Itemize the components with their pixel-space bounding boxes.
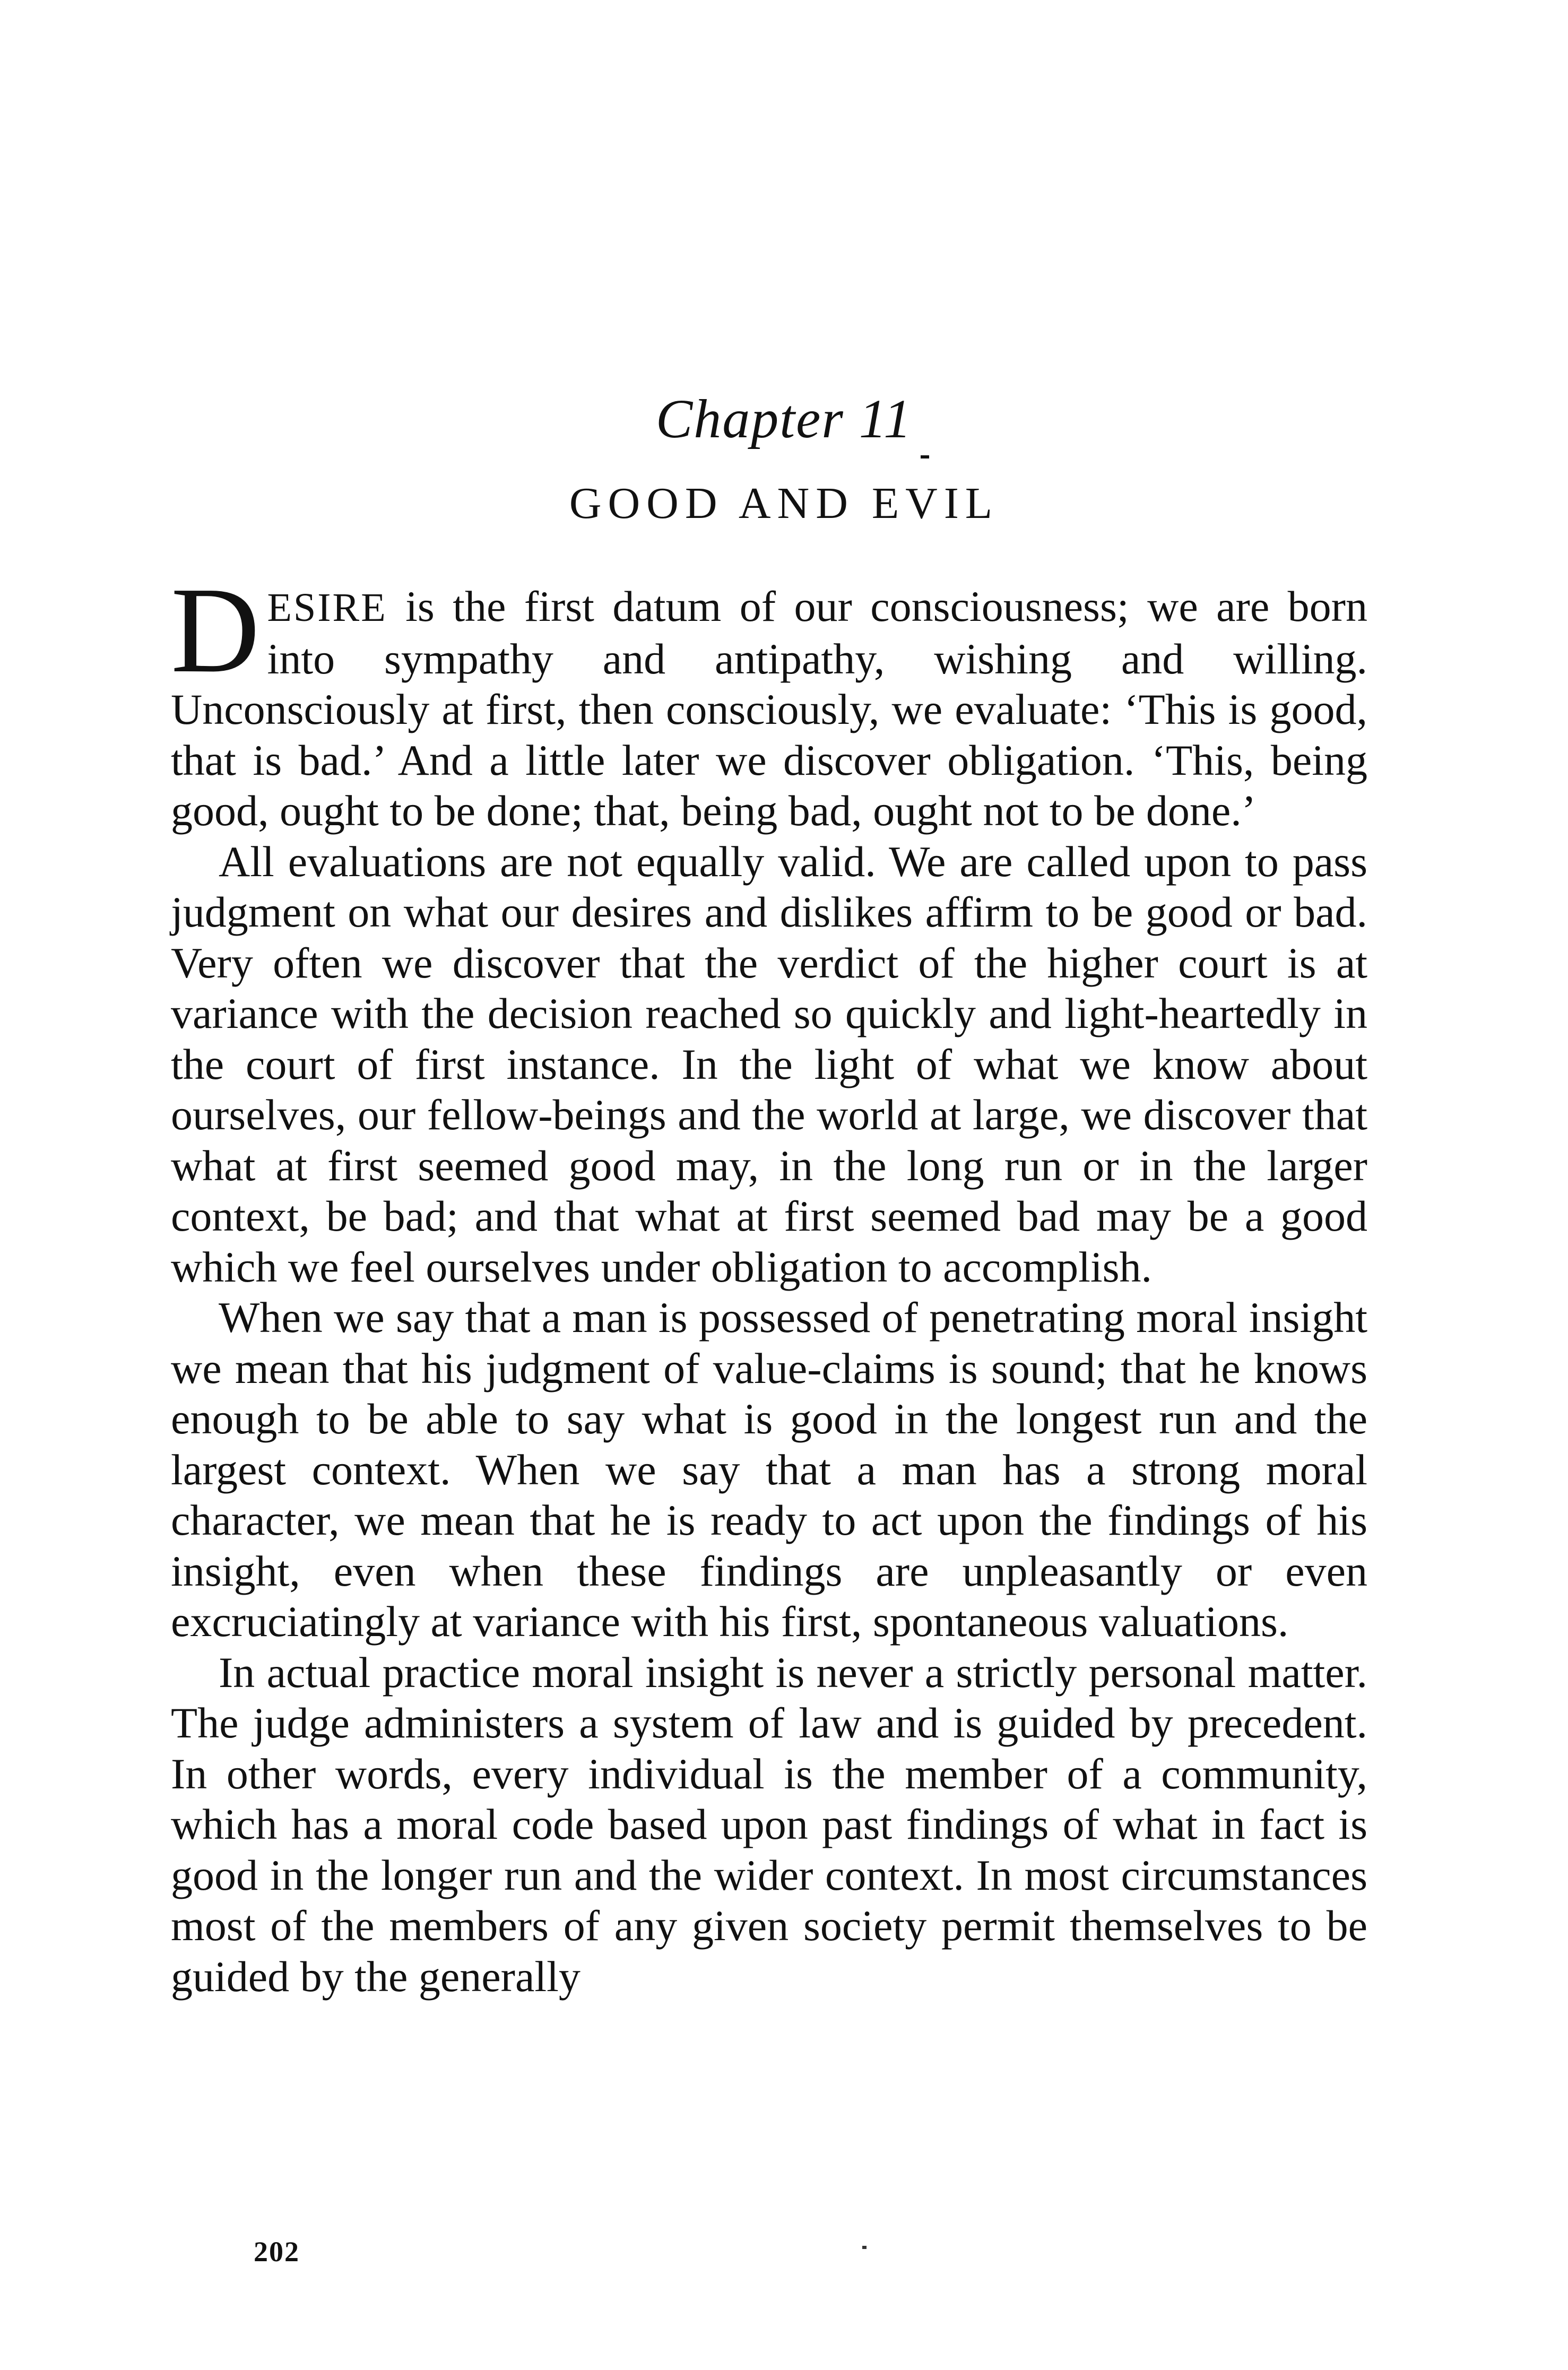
paragraph-lead-word: ESIRE <box>267 585 387 630</box>
paragraph-4 <box>171 1647 1367 2002</box>
paragraph-text: When we say that a man is possessed of penetrating moral insight we mean that his judgment of value-claims is sound; that he knows enough to be able to say what is good in the longest run and the largest context. When we say that a man has a strong moral character, we mean that he is ready to act upon the findings of his insight, even when these findings are unpleasantly or even excruciatingly at variance with his first, spontaneous valuations. <box>171 1293 1367 1646</box>
paragraph-2 <box>171 836 1367 1293</box>
drop-cap: D <box>171 562 260 698</box>
paragraph-text: In actual practice moral insight is never a strictly personal matter. The judge administers a system of law and is guided by precedent. In other words, every individual is the member of a community, which has a moral code based upon past findings of what in fact is good in the longer run and the wider context. In most circumstances most of the members of any given society permit themselves to be guided by the generally <box>171 1648 1367 2001</box>
footer-mark <box>862 2246 867 2249</box>
chapter-tick-mark <box>921 455 929 459</box>
paragraph-text: is the first datum of our consciousness; we are born into sympathy and antipathy, wishing and willing. Unconsciously at first, then consciously, we evaluate: ‘This is good, that is bad.’ And a little later we discover obligation. ‘This, being good, ought to be done; that, being bad, ought not to be done.’ <box>171 582 1367 835</box>
paragraph-text: All evaluations are not equally valid. We are called upon to pass judgment on what our desires and dislikes affirm to be good or bad. Very often we discover that the verdict of the higher court is at variance with the decision reached so quickly and light-heartedly in the court of first instance. In the light of what we know about ourselves, our fellow-beings and the world at large, we discover that what at first seemed good may, in the long run or in the larger context, be bad; and that what at first seemed bad may be a good which we feel ourselves under obligation to accomplish. <box>171 837 1367 1291</box>
paragraph-1 <box>171 562 1367 836</box>
chapter-label: Chapter 11 <box>655 388 913 449</box>
paragraph-3 <box>171 1292 1367 1647</box>
chapter-title: GOOD AND EVIL <box>569 479 999 528</box>
page-number: 202 <box>254 2236 300 2268</box>
chapter-body <box>171 562 1367 2002</box>
